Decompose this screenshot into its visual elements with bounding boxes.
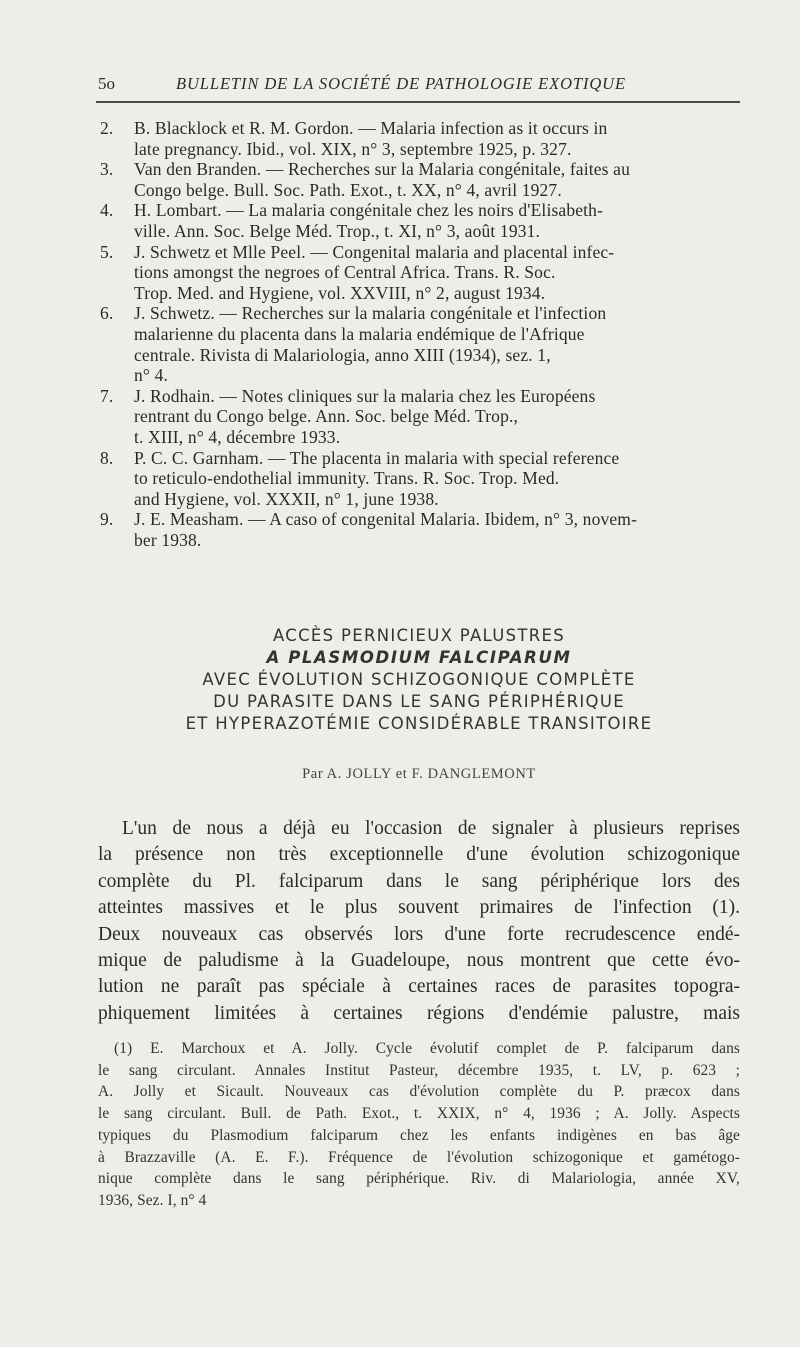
reference-line: J. E. Measham. — A caso of congenital Malaria. Ibidem, n° 3, novem- — [134, 509, 638, 530]
footnote-line: A. Jolly et Sicault. Nouveaux cas d'évolution complète du P. præcox dans — [98, 1083, 740, 1101]
reference-number: 6. — [100, 303, 114, 324]
footnote-line: 1936, Sez. I, n° 4 — [98, 1191, 207, 1209]
reference-item — [98, 303, 740, 385]
body-line: mique de paludisme à la Guadeloupe, nous montrent que cette évo- — [98, 950, 740, 972]
reference-line: J. Schwetz. — Recherches sur la malaria congénitale et l'infection — [134, 303, 607, 324]
footnote-line: à Brazzaville (A. E. F.). Fréquence de l'évolution schizogonique et gamétogo- — [98, 1148, 740, 1166]
reference-text — [134, 242, 740, 304]
reference-line: rentrant du Congo belge. Ann. Soc. belge Méd. Trop., — [134, 406, 519, 427]
reference-line: J. Schwetz et Mlle Peel. — Congenital malaria and placental infec- — [134, 241, 615, 262]
reference-text — [134, 386, 740, 448]
title-line: ACCÈS PERNICIEUX PALUSTRES — [272, 626, 565, 645]
body-line: phiquement limitées à certaines régions d'endémie palustre, mais — [98, 1002, 740, 1024]
footnote-line: typiques du Plasmodium falciparum chez les enfants indigènes en bas âge — [98, 1126, 740, 1144]
reference-line: H. Lombart. — La malaria congénitale chez les noirs d'Elisabeth- — [134, 200, 604, 221]
article-body — [98, 816, 740, 1027]
reference-line: n° 4. — [134, 365, 168, 386]
reference-number: 8. — [100, 447, 114, 468]
reference-number: 5. — [100, 241, 114, 262]
reference-item — [98, 242, 740, 304]
reference-line: Congo belge. Bull. Soc. Path. Exot., t. XX, n° 4, avril 1927. — [134, 179, 562, 200]
reference-number: 9. — [100, 509, 114, 530]
reference-list — [98, 118, 740, 550]
reference-line: Van den Branden. — Recherches sur la Malaria congénitale, faites au — [134, 159, 630, 180]
reference-number: 7. — [100, 385, 114, 406]
reference-line: t. XIII, n° 4, décembre 1933. — [134, 426, 341, 447]
reference-text — [134, 159, 740, 200]
footnote-line: nique complète dans le sang périphérique. Riv. di Malariologia, année XV, — [98, 1170, 740, 1188]
reference-text — [134, 200, 740, 241]
page-header — [98, 72, 740, 94]
reference-item — [98, 386, 740, 448]
reference-item — [98, 448, 740, 510]
body-line: la présence non très exceptionnelle d'une évolution schizogonique — [98, 844, 740, 866]
reference-number: 4. — [100, 200, 114, 221]
reference-line: ber 1938. — [134, 529, 202, 550]
reference-text — [134, 448, 740, 510]
reference-number: 2. — [100, 118, 114, 138]
reference-line: centrale. Rivista di Malariologia, anno XIII (1934), sez. 1, — [134, 344, 551, 365]
reference-text — [134, 303, 740, 385]
reference-line: malarienne du placenta dans la malaria endémique de l'Afrique — [134, 323, 585, 344]
reference-line: ville. Ann. Soc. Belge Méd. Trop., t. XI, n° 3, août 1931. — [134, 220, 541, 241]
reference-line: to reticulo-endothelial immunity. Trans. R. Soc. Trop. Med. — [134, 468, 560, 489]
header-rule — [96, 101, 740, 103]
reference-number: 3. — [100, 159, 114, 180]
footnote — [98, 1038, 740, 1212]
reference-text — [134, 118, 740, 159]
footnote-line: le sang circulant. Bull. de Path. Exot., t. XXIX, n° 4, 1936 ; A. Jolly. Aspects — [98, 1105, 740, 1123]
body-line: complète du Pl. falciparum dans le sang périphérique lors des — [98, 870, 740, 892]
reference-line: J. Rodhain. — Notes cliniques sur la malaria chez les Européens — [134, 385, 596, 406]
body-line: atteintes massives et le plus souvent primaires de l'infection (1). — [98, 897, 740, 919]
reference-item — [98, 509, 740, 550]
reference-text — [134, 509, 740, 550]
page-number: 5o — [98, 74, 115, 93]
body-line: Deux nouveaux cas observés lors d'une forte recrudescence endé- — [98, 923, 740, 945]
reference-line: and Hygiene, vol. XXXII, n° 1, june 1938. — [134, 488, 439, 509]
running-title: BULLETIN DE LA SOCIÉTÉ DE PATHOLOGIE EXOTIQUE — [176, 74, 626, 93]
body-line: L'un de nous a déjà eu l'occasion de signaler à plusieurs reprises — [122, 818, 740, 839]
footnote-line: le sang circulant. Annales Institut Pasteur, décembre 1935, t. LV, p. 623 ; — [98, 1061, 740, 1079]
author-byline: Par A. JOLLY et F. DANGLEMONT — [302, 766, 536, 782]
reference-line: Trop. Med. and Hygiene, vol. XXVIII, n° 2, august 1934. — [134, 282, 546, 303]
title-line: ET HYPERAZOTÉMIE CONSIDÉRABLE TRANSITOIRE — [185, 714, 653, 733]
reference-item — [98, 159, 740, 200]
reference-line: late pregnancy. Ibid., vol. XIX, n° 3, septembre 1925, p. 327. — [134, 138, 572, 159]
title-line: DU PARASITE DANS LE SANG PÉRIPHÉRIQUE — [213, 692, 625, 711]
reference-line: tions amongst the negroes of Central Africa. Trans. R. Soc. — [134, 262, 556, 283]
footnote-line: (1) E. Marchoux et A. Jolly. Cycle évolutif complet de P. falciparum dans — [114, 1040, 740, 1057]
reference-item — [98, 200, 740, 241]
reference-item — [98, 118, 740, 159]
title-line: AVEC ÉVOLUTION SCHIZOGONIQUE COMPLÈTE — [202, 670, 636, 689]
body-line: lution ne paraît pas spéciale à certaines races de parasites topogra- — [98, 976, 740, 998]
article-title — [98, 625, 740, 735]
reference-line: B. Blacklock et R. M. Gordon. — Malaria infection as it occurs in — [134, 118, 608, 138]
reference-line: P. C. C. Garnham. — The placenta in malaria with special reference — [134, 447, 620, 468]
title-line-species: A PLASMODIUM FALCIPARUM — [266, 648, 572, 667]
